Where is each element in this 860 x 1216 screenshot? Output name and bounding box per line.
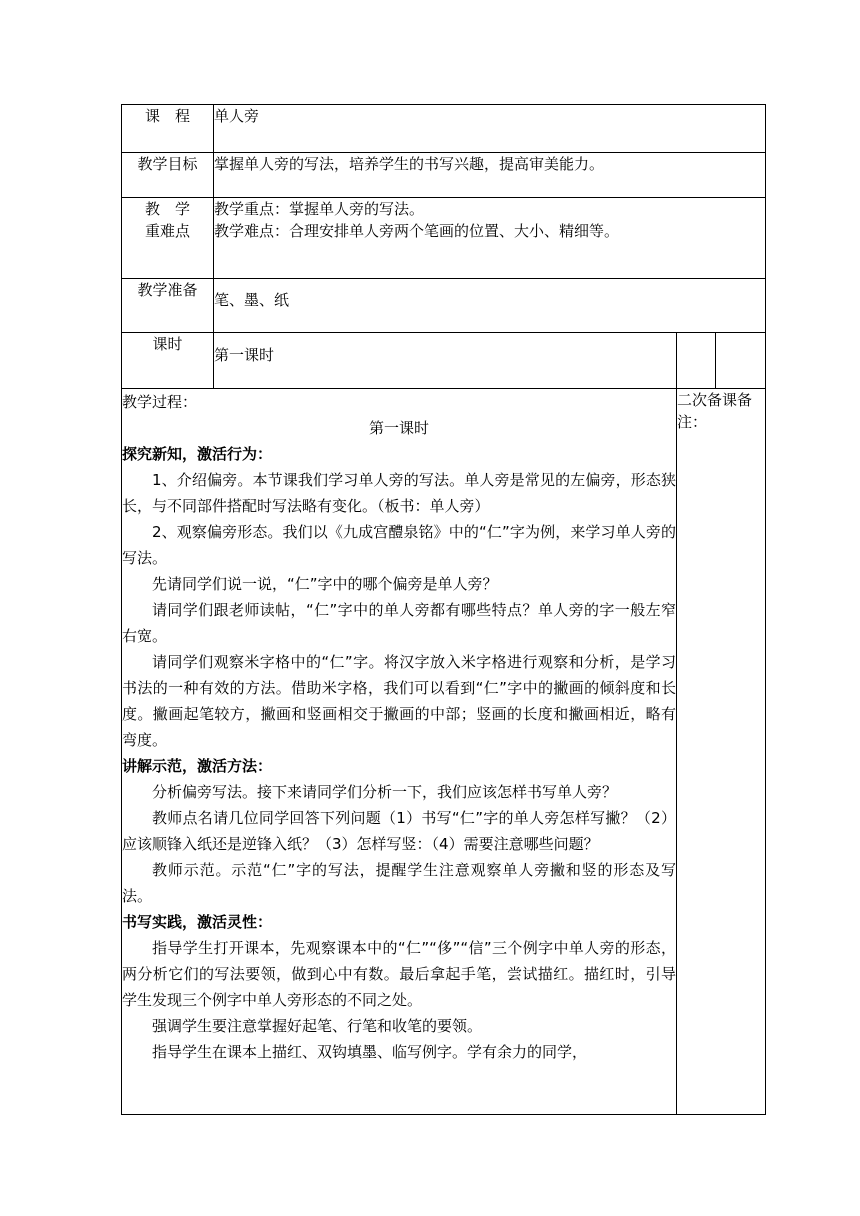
section-paragraph: 1、介绍偏旁。本节课我们学习单人旁的写法。单人旁是常见的左偏旁，形态狭长，与不同部件搭配时写法略有变化。（板书：单人旁） (122, 471, 676, 515)
section-paragraph: 教师示范。示范“仁”字的写法，提醒学生注意观察单人旁撇和竖的形态及写法。 (122, 861, 676, 905)
period-blank-cell-2 (716, 333, 766, 389)
key-points-label-line1: 教 学 (144, 200, 190, 218)
teaching-difficulty: 教学难点：合理安排单人旁两个笔画的位置、大小、精细等。 (214, 222, 620, 240)
notes-cell: 二次备课备注： (677, 389, 766, 1115)
key-points-label (122, 198, 214, 279)
objective-label: 教学目标 (122, 153, 214, 198)
period-label: 课时 (122, 333, 214, 389)
section-paragraph: 指导学生在课本上描红、双钩填墨、临写例字。学有余力的同学， (152, 1043, 588, 1061)
prep-label: 教学准备 (122, 279, 214, 333)
course-row (122, 105, 766, 153)
course-value: 单人旁 (214, 105, 766, 153)
section-heading: 书写实践，激活灵性： (122, 913, 273, 931)
objective-row (122, 153, 766, 198)
process-subtitle: 第一课时 (368, 419, 429, 437)
teaching-focus: 教学重点：掌握单人旁的写法。 (214, 200, 425, 218)
section-paragraph: 先请同学们说一说，“仁”字中的哪个偏旁是单人旁？ (152, 575, 498, 593)
key-points-row (122, 198, 766, 279)
section-paragraph: 请同学们跟老师读帖，“仁”字中的单人旁都有哪些特点？单人旁的字一般左窄右宽。 (122, 601, 676, 645)
section-paragraph: 强调学生要注意掌握好起笔、行笔和收笔的要领。 (152, 1017, 483, 1035)
objective-value: 掌握单人旁的写法，培养学生的书写兴趣，提高审美能力。 (214, 153, 766, 198)
period-row (122, 333, 766, 389)
section-heading: 探究新知，激活行为： (122, 445, 273, 463)
period-blank-cell-1 (677, 333, 716, 389)
process-row (122, 389, 766, 1115)
section-paragraph: 请同学们观察米字格中的“仁”字。将汉字放入米字格进行观察和分析，是学习书法的一种有效的方法。借助米字格，我们可以看到“仁”字中的撇画的倾斜度和长度。撇画起笔较方，撇画和竖画相交于撇画的中部；竖画的长度和撇画相近，略有弯度。 (122, 653, 676, 749)
key-points-label-line2: 重难点 (144, 222, 190, 240)
period-value: 第一课时 (214, 333, 677, 389)
key-points-value (214, 198, 766, 279)
prep-row (122, 279, 766, 333)
process-cell (122, 389, 677, 1115)
lesson-plan-table (121, 104, 766, 1115)
process-body (122, 389, 676, 1114)
section-paragraph: 指导学生打开课本，先观察课本中的“仁”“侈”“信”三个例字中单人旁的形态，两分析它们的写法要领，做到心中有数。最后拿起手笔，尝试描红。描红时，引导学生发现三个例字中单人旁形态的不同之处。 (122, 939, 676, 1009)
section-paragraph: 分析偏旁写法。接下来请同学们分析一下，我们应该怎样书写单人旁？ (152, 783, 618, 801)
section-paragraph: 2、观察偏旁形态。我们以《九成宫醴泉铭》中的“仁”字为例，来学习单人旁的写法。 (122, 523, 676, 567)
section-paragraph: 教师点名请几位同学回答下列问题（1）书写“仁”字的单人旁怎样写撇？（2）应该顺锋入纸还是逆锋入纸？（3）怎样写竖：（4）需要注意哪些问题？ (122, 809, 676, 853)
prep-value: 笔、墨、纸 (214, 279, 766, 333)
course-label: 课 程 (122, 105, 214, 153)
process-title: 教学过程： (122, 393, 198, 411)
section-heading: 讲解示范，激活方法： (122, 757, 273, 775)
